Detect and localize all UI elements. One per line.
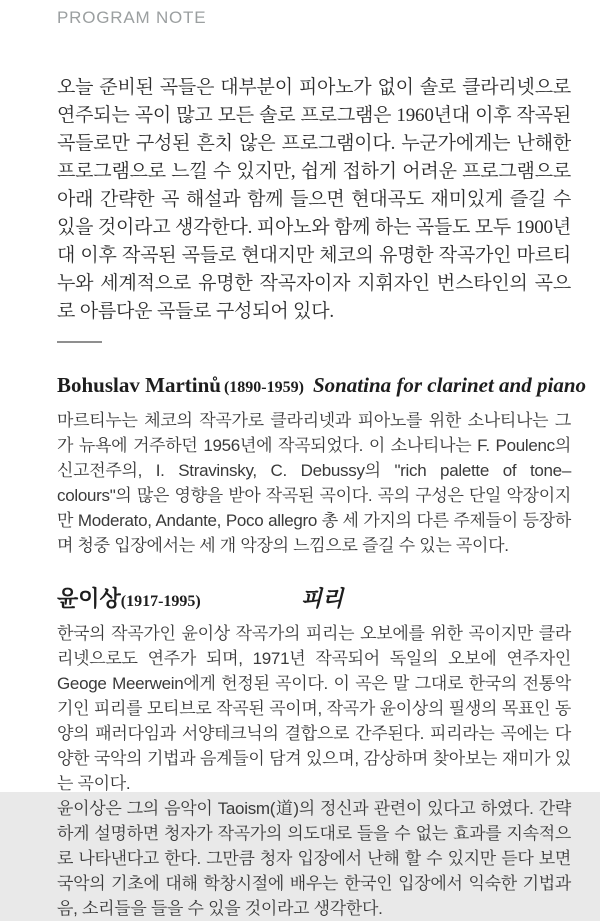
section-heading-yun — [57, 582, 571, 613]
piece-title-sonatina: Sonatina for clarinet and piano — [312, 373, 586, 397]
section-divider — [57, 341, 102, 343]
piece-title-piri: 피리 — [300, 586, 344, 611]
section-heading-martinu — [57, 372, 586, 399]
composer-years-yun: (1917-1995) — [120, 593, 201, 610]
composer-name-martinu: Bohuslav Martinů — [57, 373, 221, 397]
page-title: PROGRAM NOTE — [57, 8, 207, 27]
martinu-program-note: 마르티누는 체코의 작곡가로 클라리넷과 피아노를 위한 소나티나는 그가 뉴욕에 거주하던 1956년에 작곡되었다. 이 소나티나는 F. Poulenc의 신고전주의, I. Stravinsky, C. Debussy의 "rich palette of tone–colours"의 많은 영향을 받아 작곡된 곡이다. 곡의 구성은 단일 악장이지만 Moderato, Andante, Poco allegro 총 세 가지의 다른 주제들이 등장하며 청중 입장에서는 세 개 악장의 느낌으로 즐길 수 있는 곡이다. — [57, 411, 571, 555]
intro-paragraph: 오늘 준비된 곡들은 대부분이 피아노가 없이 솔로 클라리넷으로 연주되는 곡이 많고 모든 솔로 프로그램은 1960년대 이후 작곡된 곡들로만 구성된 흔치 않은 프로그램이다. 누군가에게는 난해한 프로그램으로 느낄 수 있지만, 쉽게 접하기 어려운 프로그램으로 아래 간략한 곡 해설과 함께 들으면 현대곡도 재미있게 즐길 수 있을 것이라고 생각한다. 피아노와 함께 하는 곡들도 모두 1900년대 이후 작곡된 곡들로 현대지만 체코의 유명한 작곡가인 마르티누와 세계적으로 유명한 작곡자이자 지휘자인 번스타인의 곡으로 아름다운 곡들로 구성되어 있다. — [57, 77, 571, 322]
yun-program-note-continued: 윤이상은 그의 음악이 Taoism(道)의 정신과 관련이 있다고 하였다. 간략하게 설명하면 청자가 작곡가의 의도대로 들을 수 없는 효과를 지속적으로 나타낸다고 한다. 그만큼 청자 입장에서 난해 할 수 있지만 듣다 보면 국악의 기초에 대해 학창시절에 배우는 한국인 입장에서 익숙한 기법과 음, 소리들을 들을 수 있을 것이라고 생각한다. — [57, 799, 571, 918]
yun-program-note: 한국의 작곡가인 윤이상 작곡가의 피리는 오보에를 위한 곡이지만 클라리넷으로도 연주가 되며, 1971년 작곡되어 독일의 오보에 연주자인 Geoge Meerwein에게 헌정된 곡이다. 이 곡은 말 그대로 한국의 전통악기인 피리를 모티브로 작곡된 곡이며, 작곡가 윤이상의 필생의 목표인 동양의 패러다임과 서양테크닉의 결합으로 간주된다. 피리라는 곡에는 다양한 국악의 기법과 음계들이 담겨 있으며, 감상하며 찾아보는 재미가 있는 곡이다. — [57, 624, 571, 793]
composer-name-yun: 윤이상 — [57, 586, 121, 611]
composer-years-martinu: (1890-1959) — [223, 379, 304, 396]
